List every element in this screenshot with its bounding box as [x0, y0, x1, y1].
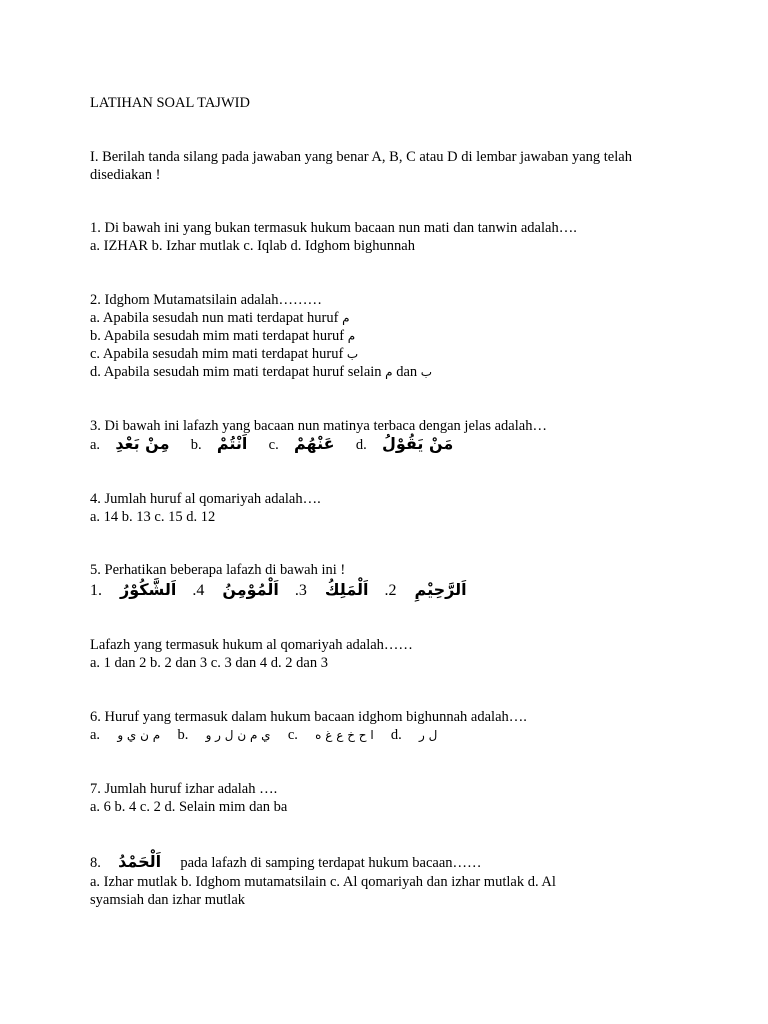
q8-options-line-2: syamsiah dan izhar mutlak: [90, 892, 246, 908]
q3-label-c: c.: [268, 437, 279, 453]
q6-label-a: a.: [90, 727, 101, 743]
q3-option-c-arabic: عَنْهُمْ: [293, 434, 335, 453]
q5-question: 5. Perhatikan beberapa lafazh di bawah ini !: [90, 562, 346, 578]
q6-label-b: b.: [177, 727, 189, 743]
q5-num-1: 1.: [90, 582, 102, 599]
q6-question: 6. Huruf yang termasuk dalam hukum bacaan idghom bighunnah adalah….: [90, 709, 527, 725]
q2-option-d: [90, 363, 432, 381]
q7-question: 7. Jumlah huruf izhar adalah ….: [90, 781, 278, 797]
q3-label-a: a.: [90, 437, 101, 453]
instruction-line-1: I. Berilah tanda silang pada jawaban yang benar A, B, C atau D di lembar jawaban yang telah: [90, 149, 632, 165]
q5-word-4: اَلْمُوْمِنُ: [222, 580, 279, 599]
q2-option-b-arabic: م: [347, 329, 356, 343]
q2-option-d-text: d. Apabila sesudah mim mati terdapat huruf selain: [90, 364, 382, 380]
q8-question-line: [90, 850, 482, 875]
q2-option-c-text: c. Apabila sesudah mim mati terdapat huruf: [90, 346, 344, 362]
q8-num: 8.: [90, 855, 101, 871]
q6-option-c-arabic: ا ح خ ع غ ه: [315, 728, 374, 742]
q2-option-a: [90, 309, 350, 327]
document-title: LATIHAN SOAL TAJWID: [90, 95, 250, 111]
q6-option-a-arabic: م ن ي و: [117, 728, 161, 742]
q5-num-4: .4: [192, 582, 205, 599]
q1-options: a. IZHAR b. Izhar mutlak c. Iqlab d. Idghom bighunnah: [90, 238, 415, 254]
q3-options: [90, 433, 453, 456]
q5-num-2: .2: [384, 582, 397, 599]
q5-num-3: .3: [294, 582, 307, 599]
q2-option-d-arabic-1: م: [385, 365, 393, 379]
q5-words: [90, 578, 467, 603]
q5-options: a. 1 dan 2 b. 2 dan 3 c. 3 dan 4 d. 2 dan 3: [90, 655, 328, 671]
q6-options: [90, 726, 437, 744]
q5-word-2: اَلرَّحِيْمِ: [414, 580, 467, 599]
q1-question: 1. Di bawah ini yang bukan termasuk hukum bacaan nun mati dan tanwin adalah….: [90, 220, 577, 236]
q6-label-c: c.: [287, 727, 298, 743]
q3-label-d: d.: [355, 437, 367, 453]
q8-options-line-1: a. Izhar mutlak b. Idghom mutamatsilain c. Al qomariyah dan izhar mutlak d. Al: [90, 874, 556, 890]
q7-options: a. 6 b. 4 c. 2 d. Selain mim dan ba: [90, 799, 288, 815]
q6-label-d: d.: [390, 727, 402, 743]
q2-option-c: [90, 345, 358, 363]
q3-question: 3. Di bawah ini lafazh yang bacaan nun matinya terbaca dengan jelas adalah…: [90, 418, 547, 434]
q2-option-a-arabic: م: [342, 311, 350, 325]
q3-option-b-arabic: اَنْتُمْ: [216, 434, 248, 453]
q2-option-d-dan: dan: [396, 364, 418, 380]
q5-followup: Lafazh yang termasuk hukum al qomariyah adalah……: [90, 637, 413, 653]
q3-option-d-arabic: مَنْ يَقُوْلُ: [381, 434, 454, 453]
q5-word-1: اَلشَّكُوْرُ: [120, 580, 177, 599]
q8-word-arabic: اَلْحَمْدُ: [118, 852, 162, 871]
q2-question: 2. Idghom Mutamatsilain adalah………: [90, 292, 322, 308]
q2-option-b: [90, 327, 355, 345]
q2-option-d-arabic-2: ب: [420, 365, 433, 379]
q2-option-c-arabic: ب: [346, 347, 359, 361]
q2-option-a-text: a. Apabila sesudah nun mati terdapat huruf: [90, 310, 339, 326]
q4-question: 4. Jumlah huruf al qomariyah adalah….: [90, 491, 321, 507]
q2-option-b-text: b. Apabila sesudah mim mati terdapat huruf: [90, 328, 345, 344]
q5-word-3: اَلْمَلِكُ: [324, 580, 369, 599]
q6-option-d-arabic: ل ر: [419, 728, 438, 742]
q6-option-b-arabic: ي م ن ل ر و: [205, 728, 271, 742]
q3-label-b: b.: [190, 437, 202, 453]
q3-option-a-arabic: مِنْ بَعْدِ: [115, 434, 170, 453]
q4-options: a. 14 b. 13 c. 15 d. 12: [90, 509, 216, 525]
instruction-line-2: disediakan !: [90, 167, 161, 183]
q8-question-text: pada lafazh di samping terdapat hukum bacaan……: [180, 855, 482, 871]
